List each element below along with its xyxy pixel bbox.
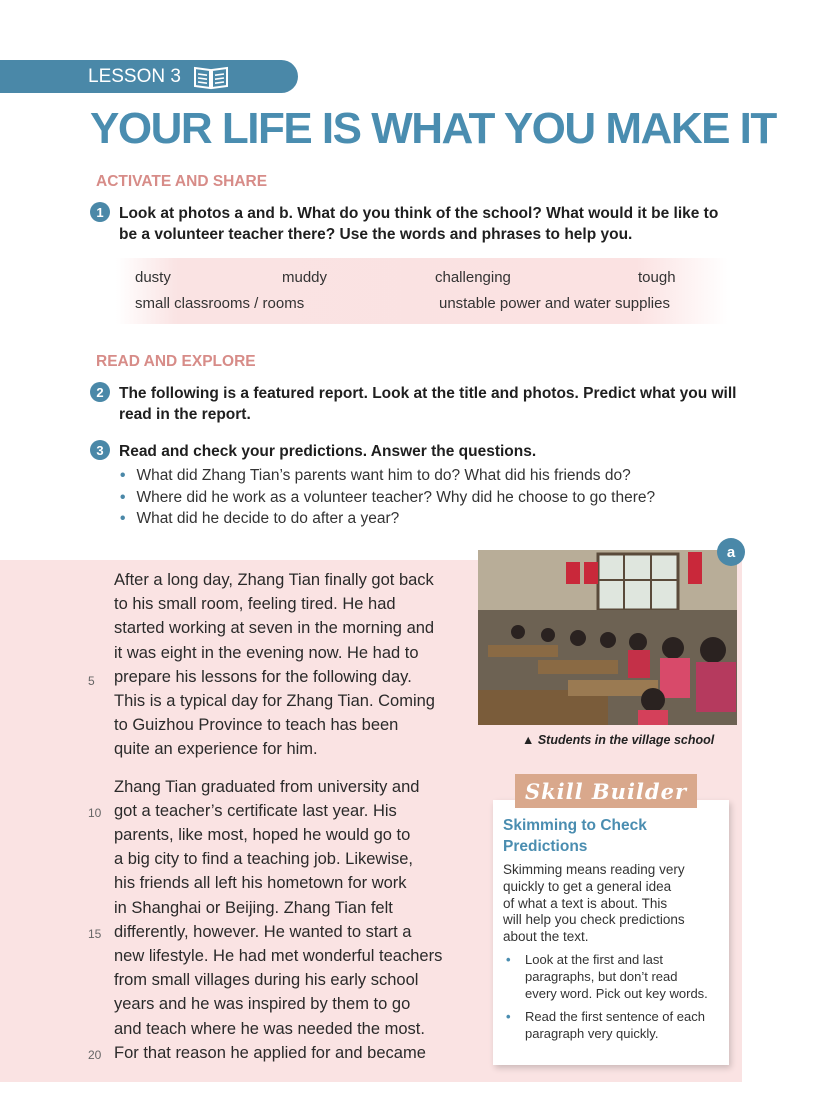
task-number: 2 (90, 382, 110, 402)
skill-builder-banner: Skill Builder (515, 774, 697, 808)
question-item: • What did Zhang Tian’s parents want him to do? What did his friends do? (120, 465, 655, 487)
text-line: new lifestyle. He had met wonderful teachers (114, 947, 443, 966)
text-line: every word. Pick out key words. (525, 985, 708, 1001)
paragraph-2 (114, 775, 459, 1065)
text-line: quite an experience for him. (114, 740, 318, 759)
tip-item (503, 952, 729, 1002)
text-line: to Guizhou Province to teach has been (114, 716, 399, 735)
text-line: paragraph very quickly. (525, 1026, 659, 1042)
text-line: started working at seven in the morning and (114, 619, 435, 638)
lesson-label: LESSON 3 (88, 65, 181, 87)
photo-caption: ▲ Students in the village school (522, 733, 715, 747)
word-item: tough (638, 269, 676, 286)
section-heading-read: READ AND EXPLORE (96, 353, 256, 370)
word-item: muddy (282, 269, 328, 286)
text-line: a big city to find a teaching job. Likewise, (114, 850, 414, 869)
section-heading-activate: ACTIVATE AND SHARE (96, 173, 268, 190)
word-item: challenging (435, 269, 511, 286)
skill-builder-text (503, 862, 725, 946)
text-line: got a teacher’s certificate last year. His (114, 801, 397, 820)
text-line: After a long day, Zhang Tian finally got back (114, 571, 434, 589)
tip-item (503, 1009, 729, 1043)
text-line: Skimming means reading very (503, 862, 685, 877)
text-line: • Look at the first and last (525, 952, 664, 967)
task-number: 3 (90, 440, 110, 460)
task-3 (90, 441, 740, 462)
text-line: from small villages during his early school (114, 971, 419, 990)
task-number: 1 (90, 202, 110, 222)
paragraph-1 (114, 568, 459, 762)
question-item: • Where did he work as a volunteer teacher? Why did he choose to go there? (120, 487, 655, 509)
text-line: Zhang Tian graduated from university and (114, 777, 420, 796)
text-line: will help you check predictions (503, 912, 685, 928)
text-line: differently, however. He wanted to start a (114, 922, 412, 941)
classroom-photo (478, 550, 737, 725)
task-text: The following is a featured report. Look at the title and photos. Predict what you will read in the report. (119, 385, 737, 423)
line-number: 20 (88, 1048, 102, 1062)
line-number: 15 (88, 927, 102, 941)
page-title: YOUR LIFE IS WHAT YOU MAKE IT (90, 104, 776, 153)
text-line: years and he was inspired by them to go (114, 995, 411, 1014)
text-line: to his small room, feeling tired. He had (114, 595, 396, 614)
word-item: small classrooms / rooms (135, 295, 305, 312)
reading-text (114, 568, 459, 1078)
text-line: parents, like most, hoped he would go to (114, 826, 411, 845)
text-line: of what a text is about. This (503, 895, 668, 911)
skill-builder-title: Skimming to Check Predictions (503, 817, 647, 855)
open-book-icon (193, 64, 229, 90)
task-1 (90, 203, 740, 245)
text-line: For that reason he applied for and became (114, 1043, 426, 1062)
line-number: 5 (88, 674, 95, 688)
text-line: quickly to get a general idea (503, 878, 672, 894)
text-line: and teach where he was needed the most. (114, 1019, 425, 1038)
text-line: prepare his lessons for the following day. (114, 667, 412, 686)
classroom-photo-illustration (478, 550, 737, 725)
text-line: it was eight in the evening now. He had to (114, 643, 419, 662)
task-2 (90, 383, 740, 425)
word-item: unstable power and water supplies (439, 295, 670, 312)
lesson-tab (0, 60, 298, 93)
text-line: about the text. (503, 929, 589, 945)
question-item: • What did he decide to do after a year? (120, 508, 655, 530)
word-item: dusty (135, 269, 171, 286)
text-line: This is a typical day for Zhang Tian. Coming (114, 692, 435, 711)
skill-builder-tips (503, 952, 729, 1050)
question-list (120, 465, 655, 530)
text-line: in Shanghai or Beijing. Zhang Tian felt (114, 898, 393, 917)
text-line: his friends all left his hometown for work (114, 874, 407, 893)
photo-label-badge: a (717, 538, 745, 566)
task-text: Read and check your predictions. Answer the questions. (119, 443, 537, 460)
text-line: paragraphs, but don’t read (525, 968, 678, 984)
text-line: • Read the first sentence of each (525, 1009, 705, 1025)
task-text: Look at photos a and b. What do you think of the school? What would it be like to be a volunteer teacher there? Use the words and phrases to help you. (119, 205, 719, 243)
word-box (116, 258, 728, 324)
line-number: 10 (88, 806, 102, 820)
